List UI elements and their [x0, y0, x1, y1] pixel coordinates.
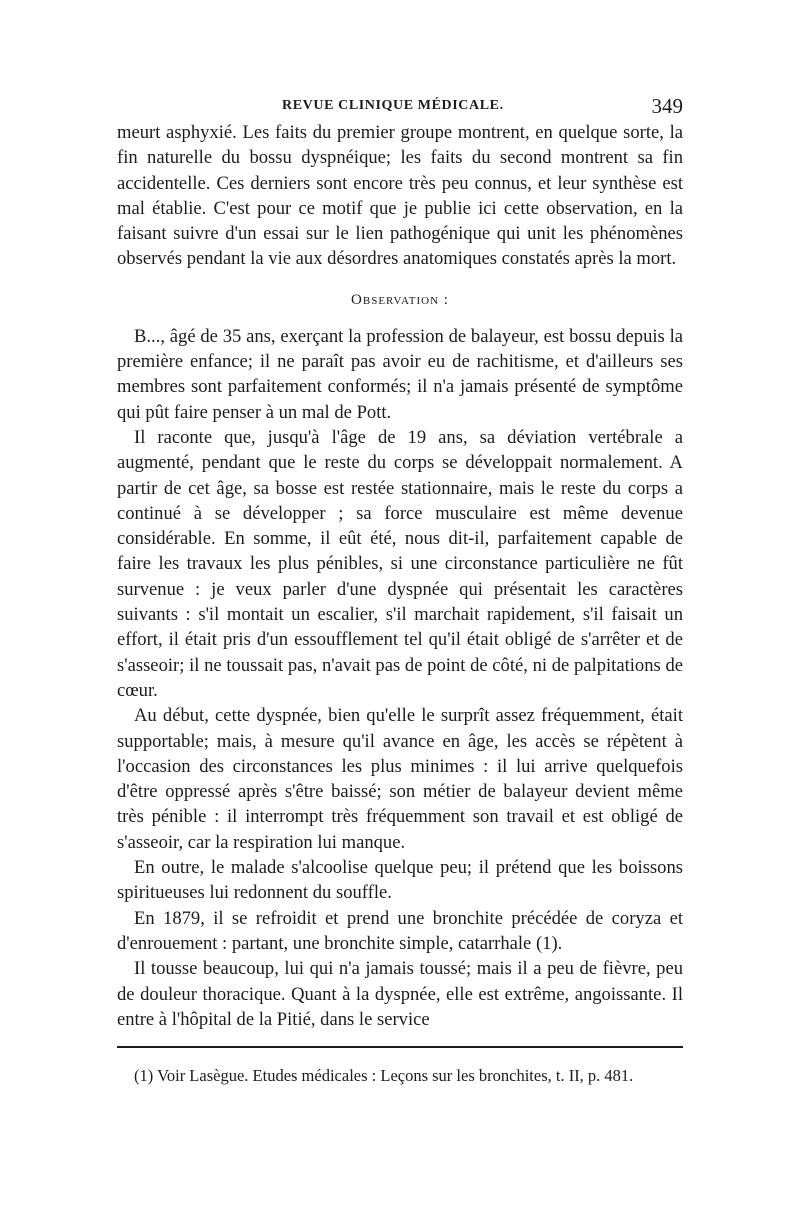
- paragraph: Il raconte que, jusqu'à l'âge de 19 ans, sa déviation vertébrale a augmenté, pendant que le reste du corps se développait normalement. A partir de cet âge, sa bosse est restée stationnaire, mais le reste du corps a continué à se développer ; sa force musculaire est même devenue considérable. En somme, il eût été, nous dit-il, parfaitement capable de faire les travaux les plus pénibles, si une circonstance particulière ne fût survenue : je veux parler d'une dyspnée qui présentait les caractères suivants : s'il montait un escalier, s'il marchait rapidement, s'il faisait un effort, il était pris d'un essoufflement tel qu'il était obligé de s'arrêter et de s'asseoir; il ne toussait pas, n'avait pas de point de côté, ni de palpitations de cœur.: [117, 426, 683, 701]
- paragraph: En outre, le malade s'alcoolise quelque peu; il prétend que les boissons spiritueuses lui redonnent du souffle.: [117, 857, 683, 904]
- paragraph: Au début, cette dyspnée, bien qu'elle le surprît assez fréquemment, était supportable; mais, à mesure qu'il avance en âge, les accès se répètent à l'occasion des circonstances les plus minimes : il lui arrive quelquefois d'être oppressé après s'être baissé; son métier de balayeur devient même très pénible : il interrompt très fréquemment son travail et est obligé de s'asseoir, car la respiration lui manque.: [117, 705, 683, 853]
- running-title: REVUE CLINIQUE MÉDICALE.: [282, 98, 504, 113]
- page-number: 349: [651, 94, 683, 118]
- running-head: [117, 94, 683, 120]
- footnote-divider: [117, 1046, 683, 1048]
- body-text: [117, 120, 683, 1032]
- paragraph: B..., âgé de 35 ans, exerçant la profession de balayeur, est bossu depuis la première enfance; il ne paraît pas avoir eu de rachitisme, et d'ailleurs ses membres sont parfaitement conformés; il n'a jamais présenté de symptôme qui pût faire penser à un mal de Pott.: [117, 325, 683, 423]
- paragraph: Il tousse beaucoup, lui qui n'a jamais toussé; mais il a peu de fièvre, peu de douleur thoracique. Quant à la dyspnée, elle est extrême, angoissante. Il entre à l'hôpital de la Pitié, dans le service: [117, 958, 683, 1030]
- footnote: [117, 1064, 683, 1088]
- footnote-text: (1) Voir Lasègue. Etudes médicales : Leçons sur les bronchites, t. II, p. 481.: [134, 1066, 634, 1086]
- book-page: [117, 94, 683, 1088]
- section-heading: Observation :: [351, 291, 449, 308]
- intro-paragraph: meurt asphyxié. Les faits du premier groupe montrent, en quelque sorte, la fin naturelle du bossu dyspnéique; les faits du second montrent sa fin accidentelle. Ces derniers sont encore très peu connus, et leur synthèse est mal établie. C'est pour ce motif que je publie ici cette observation, en la faisant suivre d'un essai sur le lien pathogénique qui unit les phénomènes observés pendant la vie aux désordres anatomiques constatés après la mort.: [117, 122, 683, 270]
- paragraph: En 1879, il se refroidit et prend une bronchite précédée de coryza et d'enrouement : partant, une bronchite simple, catarrhale (1).: [117, 907, 683, 954]
